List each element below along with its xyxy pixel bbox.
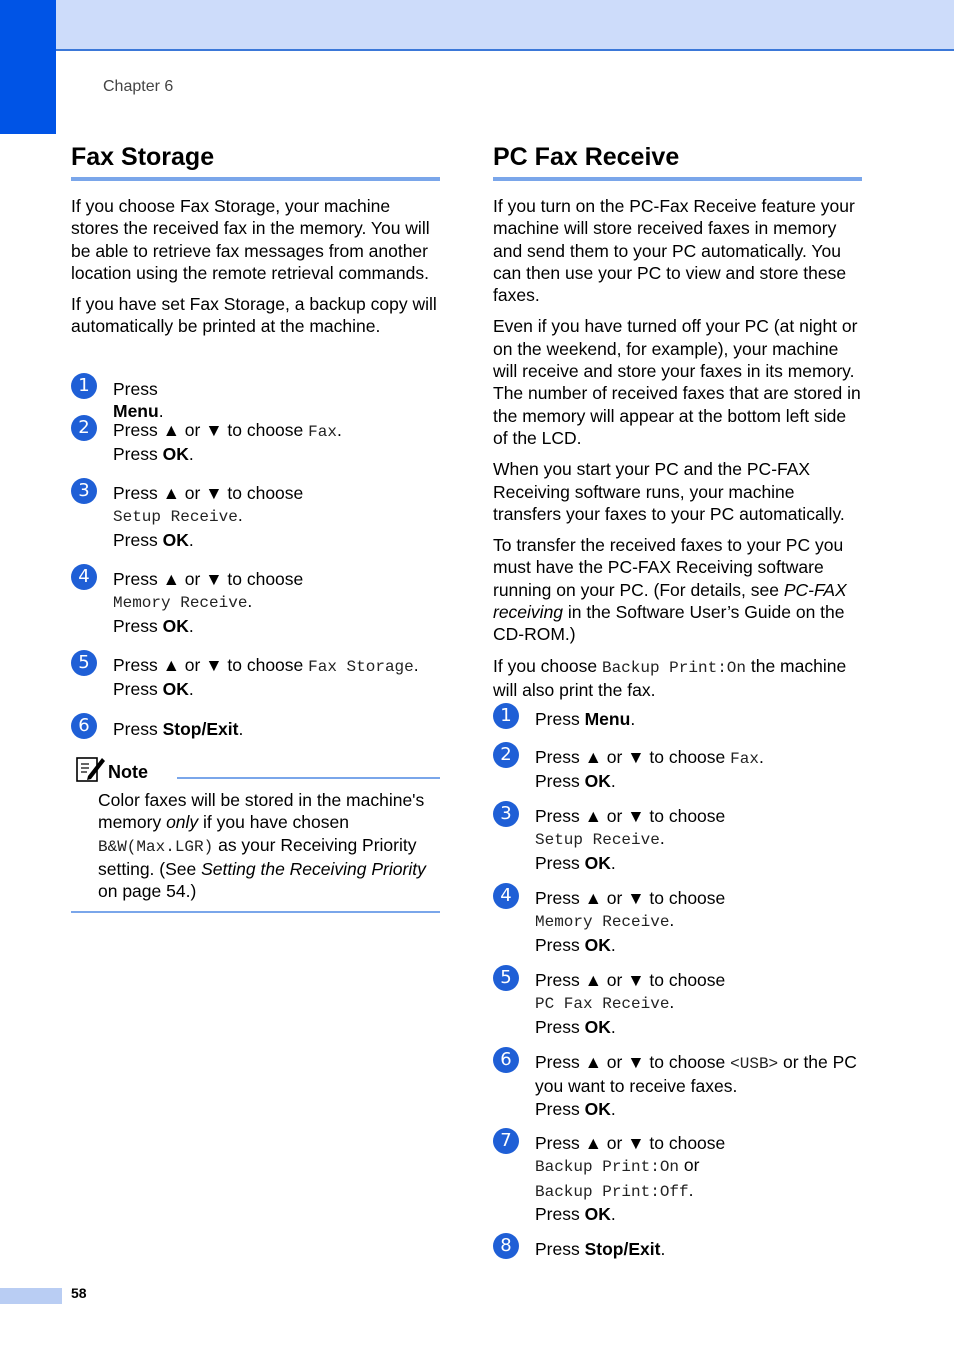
note-box [71,754,440,912]
note-pencil-icon [74,754,106,784]
paragraph: If you have set Fax Storage, a backup copy will automatically be printed at the machine. [71,294,437,337]
paragraph: If you choose Fax Storage, your machine stores the received fax in the memory. You will be able to retrieve fax messages from another location using the remote retrieval commands. [71,196,430,283]
paragraph: To transfer the received faxes to your PC you must have the PC-FAX Receiving software running on your PC. (For details, see PC-FAX receiving in the Software User’s Guide on the CD-ROM.) [493,535,847,645]
footer-tab [0,1288,62,1304]
paragraph: Even if you have turned off your PC (at night or on the weekend, for example), your machine will receive and store your faxes in its memory. The number of received faxes that are stored in the memory will appear at the bottom left side of the LCD. [493,316,861,448]
step-number-icon: 6 [493,1047,519,1073]
paragraph: When you start your PC and the PC-FAX Receiving software runs, your machine transfers your faxes to your PC automatically. [493,459,845,524]
step-number-icon: 4 [493,883,519,909]
note-bottom-rule [71,911,440,913]
chapter-label: Chapter 6 [103,78,174,95]
paragraph: If you turn on the PC-Fax Receive feature your machine will store received faxes in memory and send them to your PC automatically. You can then use your PC to view and store these faxes. [493,196,855,306]
step-number-icon: 7 [493,1128,519,1154]
step-number-icon: 1 [71,373,97,399]
step-number-icon: 2 [493,742,519,768]
chapter-tab [0,0,56,134]
step-number-icon: 8 [493,1233,519,1259]
section-title: PC Fax Receive [493,140,862,181]
step-number-icon: 1 [493,703,519,729]
paragraph: If you choose Backup Print:On the machine will also print the fax. [493,655,847,700]
step-number-icon: 5 [493,965,519,991]
note-rule [177,777,440,779]
step-number-icon: 3 [71,478,97,504]
step-number-icon: 2 [71,415,97,441]
note-text: Color faxes will be stored in the machine's memory only if you have chosen B&W(Max.LGR) as your Receiving Priority setting. (See Setting the Receiving Priority on page 54.) [98,790,426,902]
page-number: 58 [71,1285,87,1301]
header-band [0,0,954,51]
pc-fax-receive-section [493,140,862,701]
fax-storage-section [71,140,440,338]
section-title: Fax Storage [71,140,440,181]
step-number-icon: 5 [71,650,97,676]
note-title: Note [108,762,148,782]
step-number-icon: 4 [71,564,97,590]
step-number-icon: 6 [71,713,97,739]
step-number-icon: 3 [493,801,519,827]
